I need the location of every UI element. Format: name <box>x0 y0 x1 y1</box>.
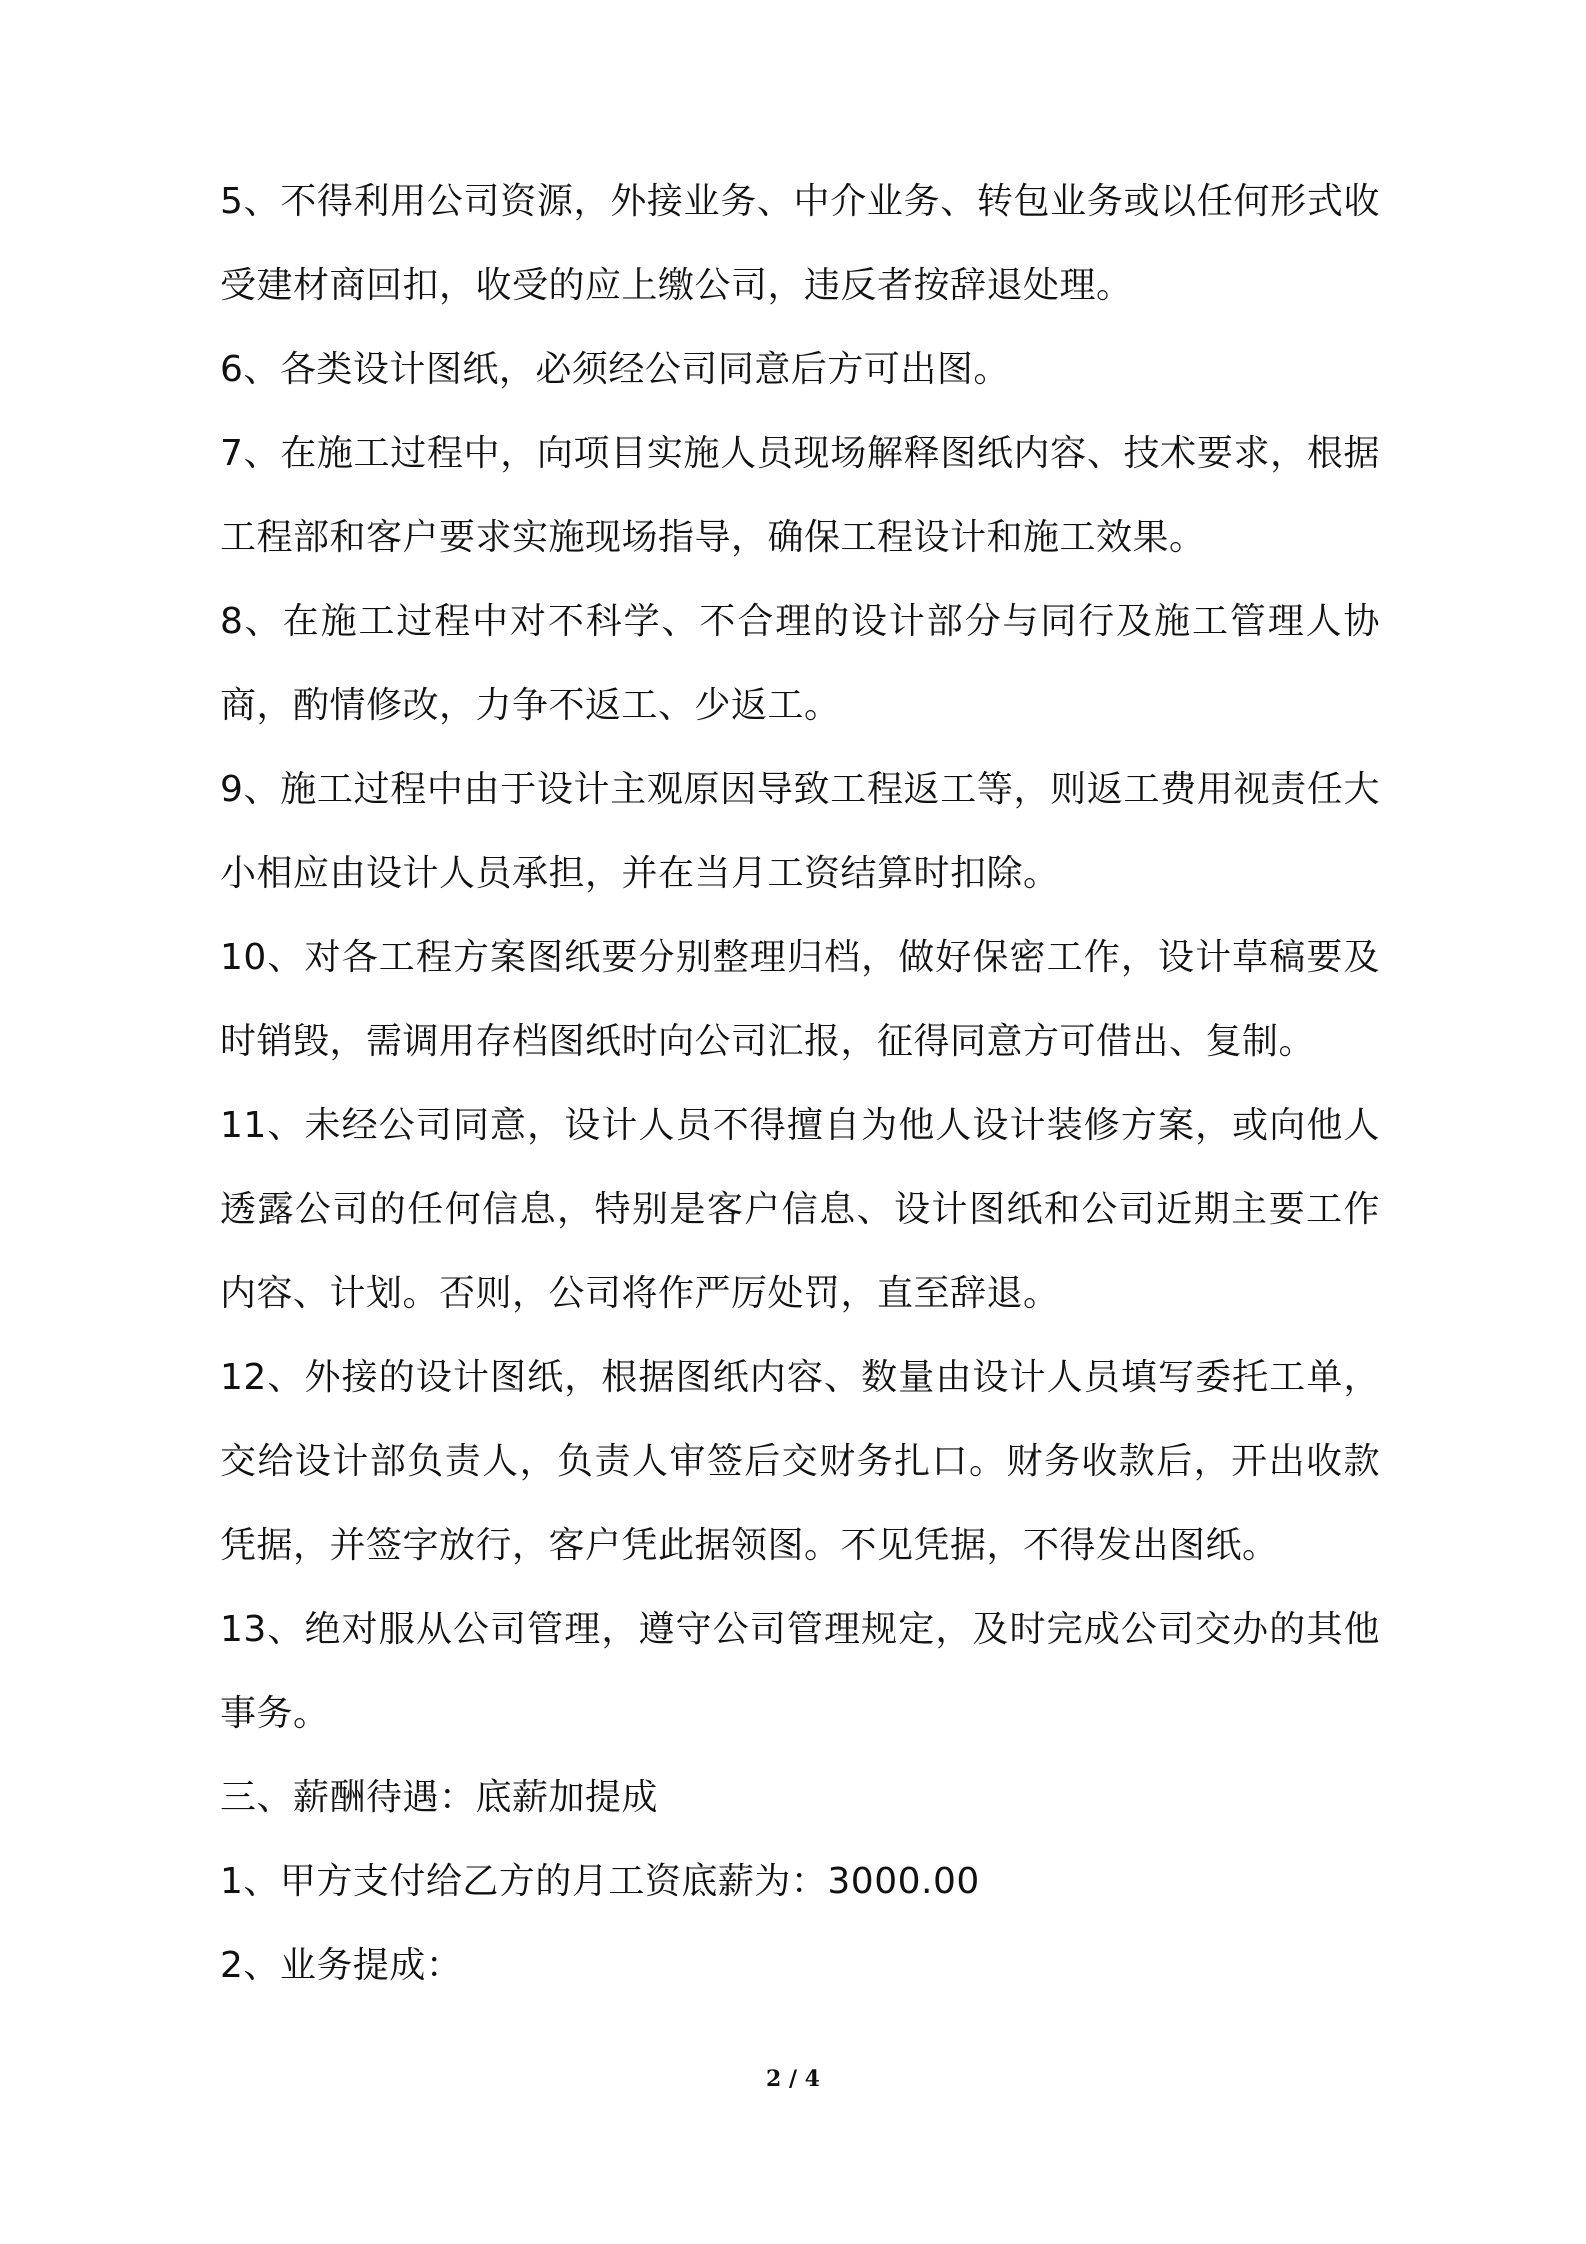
paragraph-item-9: 9、施工过程中由于设计主观原因导致工程返工等，则返工费用视责任大小相应由设计人员承担，并在当月工资结算时扣除。 <box>220 769 1380 894</box>
salary-item-2: 2、业务提成： <box>220 1945 463 1986</box>
page-number: 2 / 4 <box>766 2066 820 2092</box>
paragraph-item-11: 11、未经公司同意，设计人员不得擅自为他人设计装修方案，或向他人透露公司的任何信息，特别是客户信息、设计图纸和公司近期主要工作内容、计划。否则，公司将作严厉处罚，直至辞退。 <box>220 1105 1380 1314</box>
paragraph-item-6: 6、各类设计图纸，必须经公司同意后方可出图。 <box>220 349 1010 390</box>
salary-item-1: 1、甲方支付给乙方的月工资底薪为：3000.00 <box>220 1861 980 1902</box>
paragraph-item-5: 5、不得利用公司资源，外接业务、中介业务、转包业务或以任何形式收受建材商回扣，收受的应上缴公司，违反者按辞退处理。 <box>220 181 1380 306</box>
paragraph-item-8: 8、在施工过程中对不科学、不合理的设计部分与同行及施工管理人协商，酌情修改，力争不返工、少返工。 <box>220 601 1380 726</box>
paragraph-item-12: 12、外接的设计图纸，根据图纸内容、数量由设计人员填写委托工单，交给设计部负责人，负责人审签后交财务扎口。财务收款后，开出收款凭据，并签字放行，客户凭此据领图。不见凭据，不得发出图纸。 <box>220 1357 1380 1566</box>
paragraph-item-7: 7、在施工过程中，向项目实施人员现场解释图纸内容、技术要求，根据工程部和客户要求实施现场指导，确保工程设计和施工效果。 <box>220 433 1380 558</box>
section-heading-salary: 三、薪酬待遇：底薪加提成 <box>220 1777 659 1818</box>
paragraph-item-10: 10、对各工程方案图纸要分别整理归档，做好保密工作，设计草稿要及时销毁，需调用存档图纸时向公司汇报，征得同意方可借出、复制。 <box>220 937 1380 1062</box>
document-body <box>220 160 1380 2008</box>
paragraph-item-13: 13、绝对服从公司管理，遵守公司管理规定，及时完成公司交办的其他事务。 <box>220 1609 1380 1734</box>
